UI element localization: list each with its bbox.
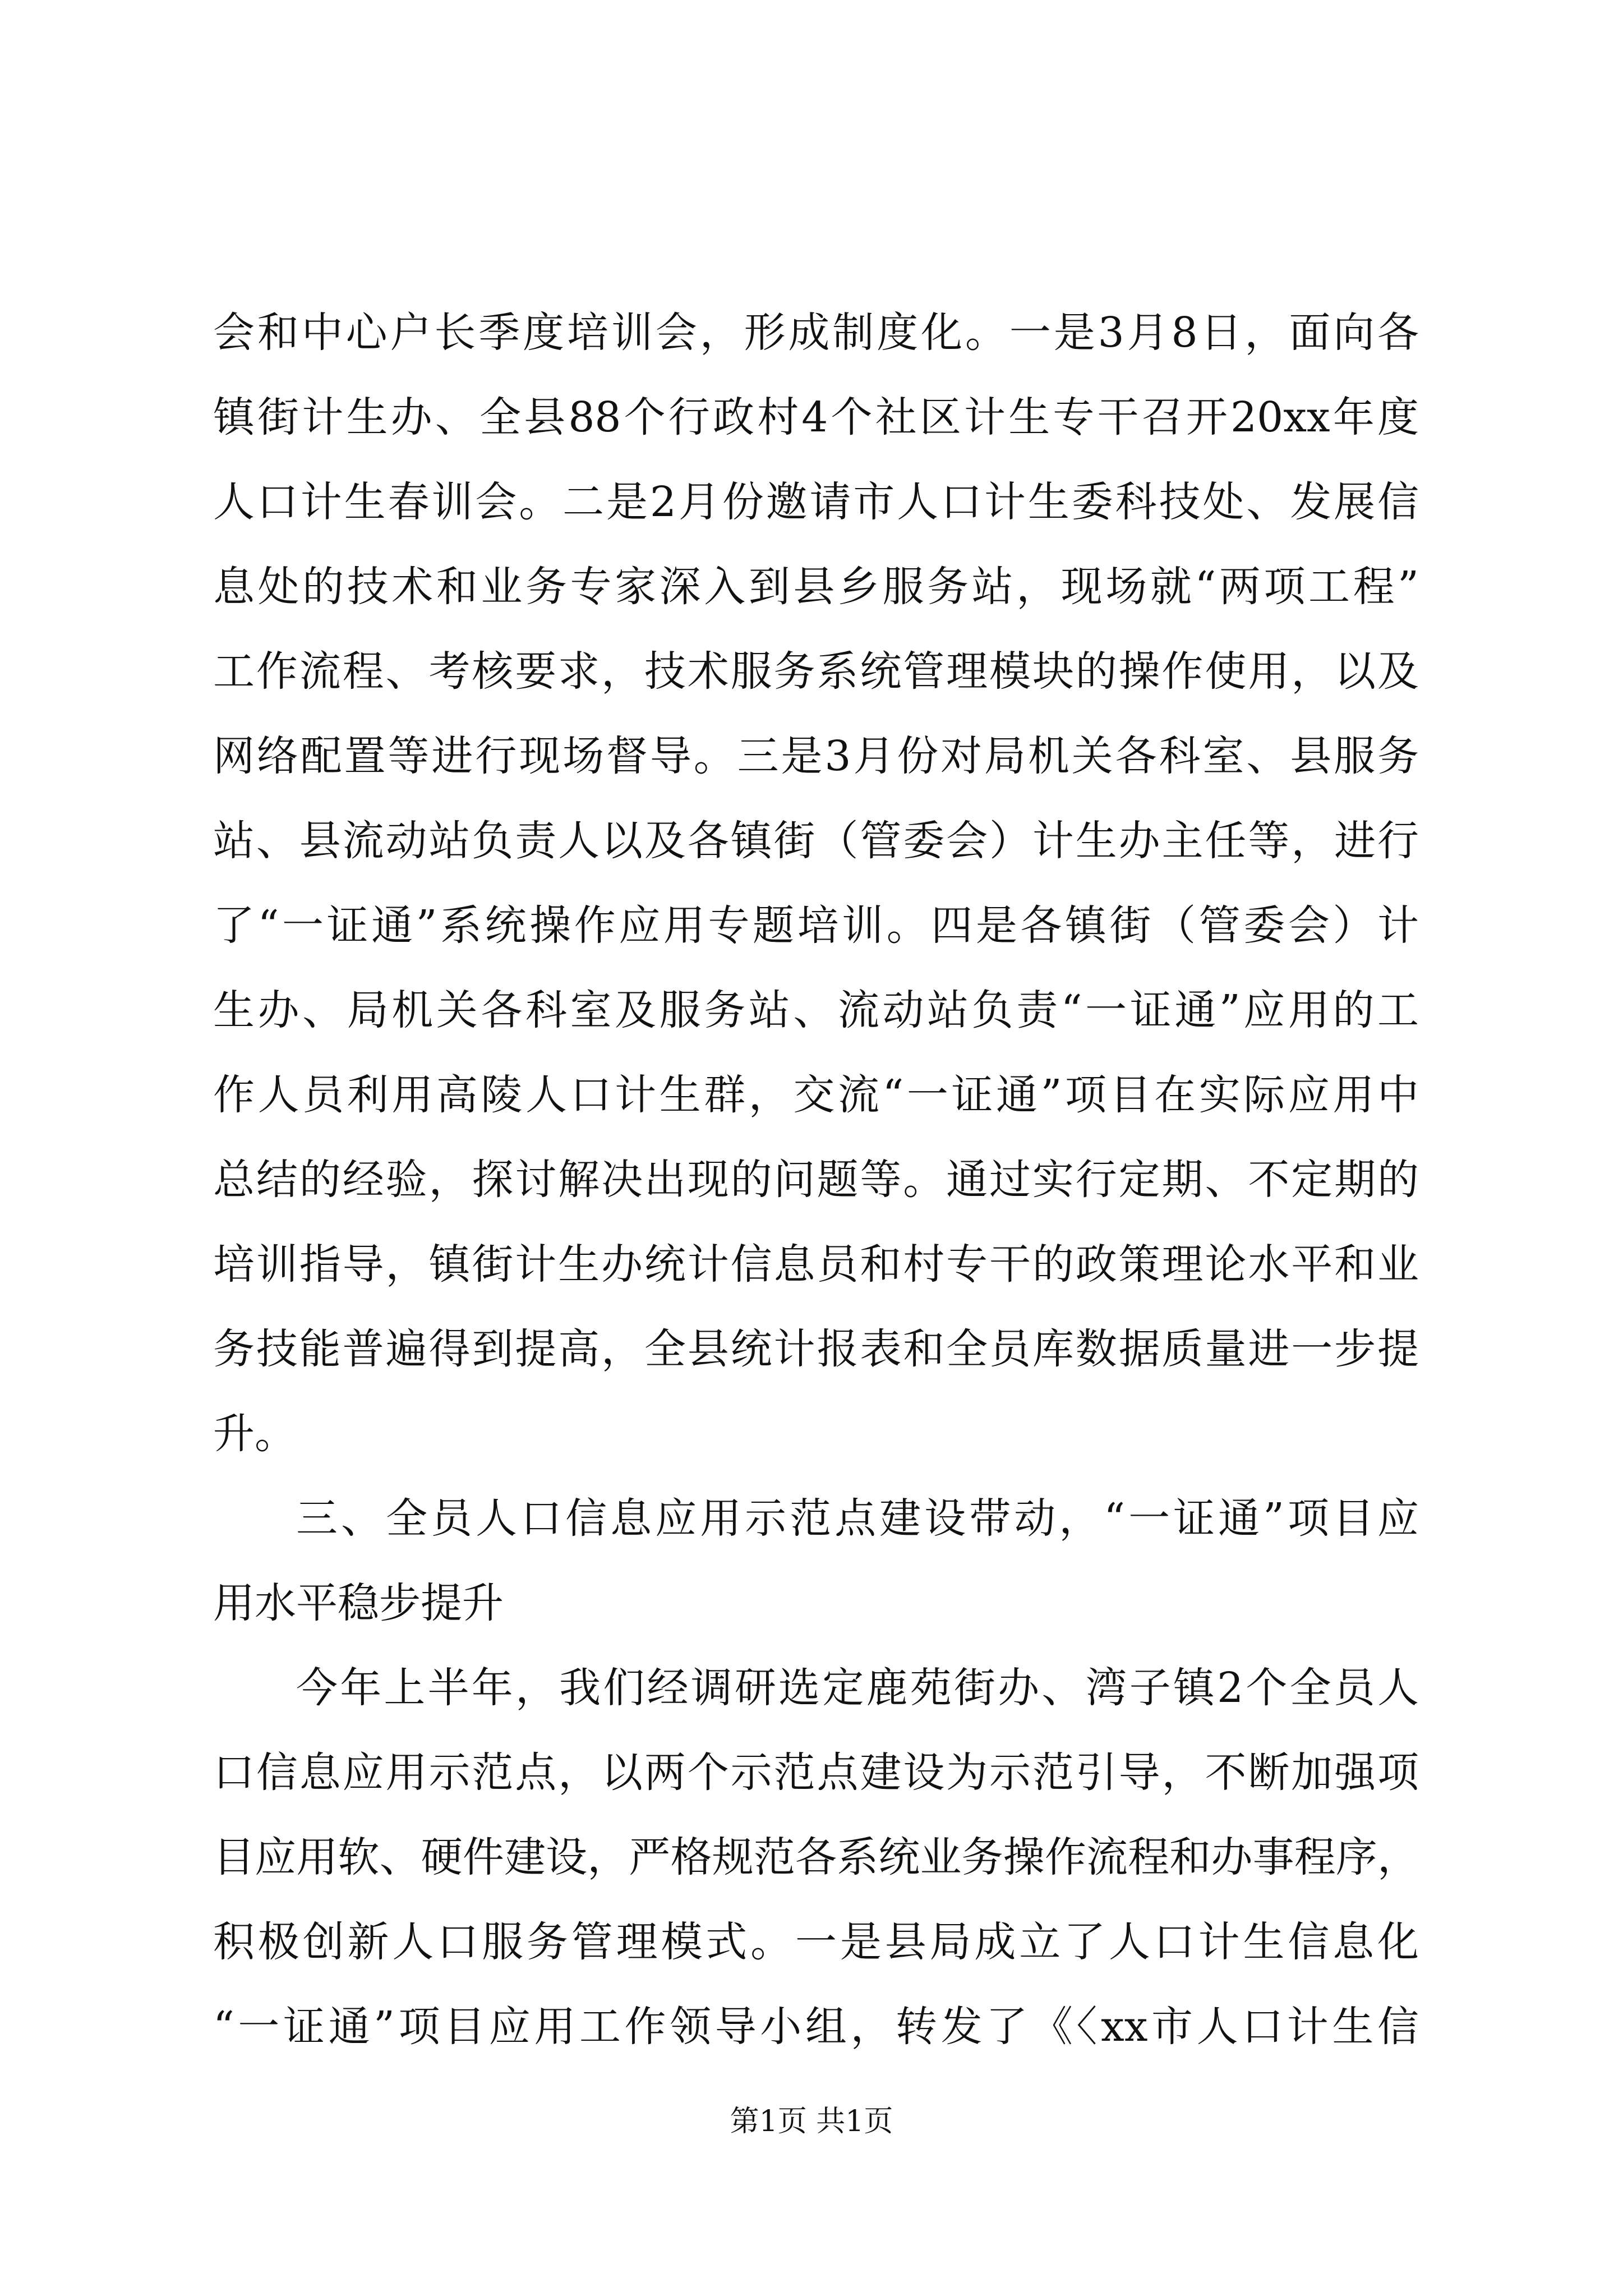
text-line: 人口计生春训会。二是2月份邀请市人口计生委科技处、发展信	[213, 478, 1419, 526]
section-heading-line: 用水平稳步提升	[213, 1579, 504, 1627]
text-line: 镇街计生办、全县88个行政村4个社区计生专干召开20xx年度	[213, 393, 1419, 441]
section-heading-line: 三、全员人口信息应用示范点建设带动，“一证通”项目应	[296, 1494, 1419, 1543]
text-line: 积极创新人口服务管理模式。一是县局成立了人口计生信息化	[213, 1918, 1419, 1966]
text-line: 会和中心户长季度培训会，形成制度化。一是3月8日，面向各	[213, 309, 1419, 357]
text-line: 务技能普遍得到提高，全县统计报表和全员库数据质量进一步提	[213, 1325, 1419, 1373]
text-line: 口信息应用示范点，以两个示范点建设为示范引导，不断加强项	[213, 1749, 1419, 1797]
text-line: 网络配置等进行现场督导。三是3月份对局机关各科室、县服务	[213, 732, 1419, 780]
page-footer: 第1页 共1页	[730, 2105, 893, 2138]
text-line: 今年上半年，我们经调研选定鹿苑街办、湾子镇2个全员人	[296, 1664, 1419, 1712]
body-text	[213, 291, 1419, 2069]
text-line: 总结的经验，探讨解决出现的问题等。通过实行定期、不定期的	[213, 1156, 1419, 1204]
text-line: 工作流程、考核要求，技术服务系统管理模块的操作使用，以及	[213, 647, 1419, 696]
text-line: 站、县流动站负责人以及各镇街（管委会）计生办主任等，进行	[213, 817, 1419, 865]
text-line: “一证通”项目应用工作领导小组，转发了《〈xx市人口计生信	[213, 2003, 1419, 2051]
text-line: 培训指导，镇街计生办统计信息员和村专干的政策理论水平和业	[213, 1240, 1419, 1289]
text-line: 作人员利用高陵人口计生群，交流“一证通”项目在实际应用中	[213, 1071, 1419, 1119]
text-line: 目应用软、硬件建设，严格规范各系统业务操作流程和办事程序，	[213, 1833, 1419, 1881]
text-line: 息处的技术和业务专家深入到县乡服务站，现场就“两项工程”	[213, 563, 1419, 611]
text-line: 生办、局机关各科室及服务站、流动站负责“一证通”应用的工	[213, 986, 1419, 1034]
text-line: 了“一证通”系统操作应用专题培训。四是各镇街（管委会）计	[213, 901, 1419, 950]
text-line: 升。	[213, 1410, 296, 1458]
